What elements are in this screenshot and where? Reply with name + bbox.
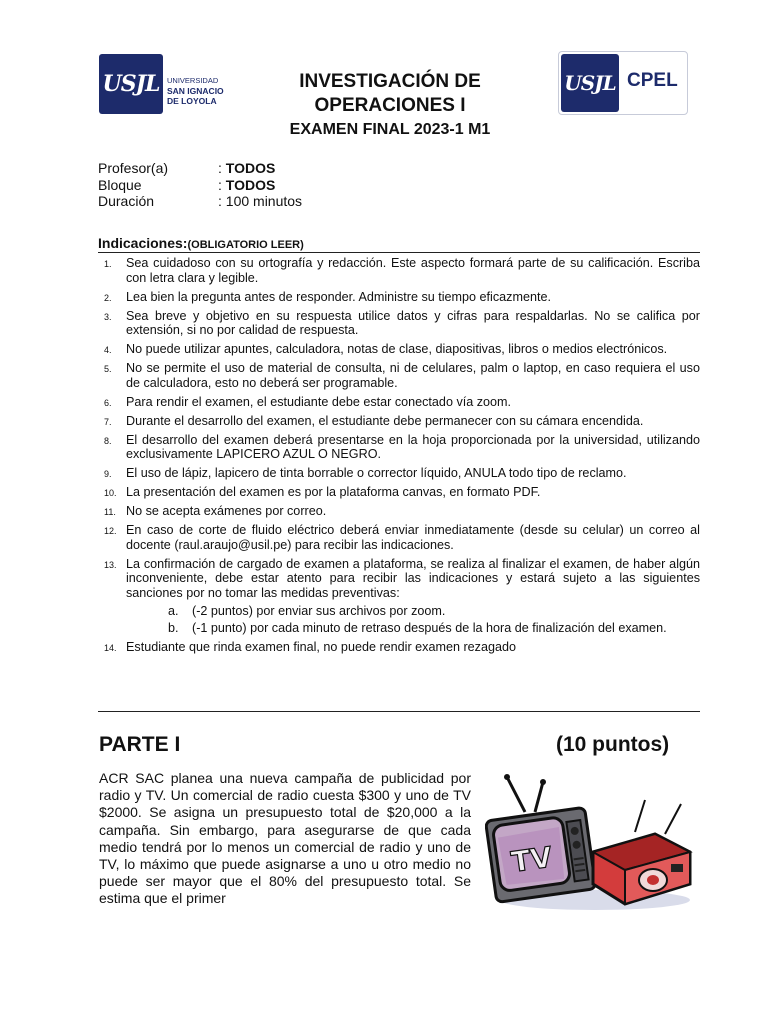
indicaciones-label: Indicaciones: [98,235,188,251]
meta-value-wrap: : TODOS [218,160,276,176]
section-points: (10 puntos) [556,733,670,756]
sub-item-letter: b. [168,621,179,636]
meta-value: TODOS [225,176,276,193]
list-item [98,256,700,285]
item-text: En caso de corte de fluido eléctrico deberá enviar inmediatamente (desde su celular) un correo al docente (raul.araujo@usil.pe) para recibir las indicaciones. [126,523,700,552]
meta-row-profesor [98,160,302,177]
item-text: No se permite el uso de material de consulta, ni de celulares, palm o laptop, en caso requiera el uso de calculadora, esto no deberá ser programable. [126,361,700,390]
divider-top [98,252,700,253]
list-item [98,290,700,305]
meta-value: TODOS [225,160,276,176]
indicaciones-note: (OBLIGATORIO LEER) [187,239,304,251]
logo-line1: UNIVERSIDAD [167,76,219,85]
list-item [98,640,700,655]
item-text: No se acepta exámenes por correo. [126,504,327,519]
list-item [98,309,700,338]
problem-paragraph: ACR SAC planea una nueva campaña de publicidad por radio y TV. Un comercial de radio cuesta $300 y uno de TV $2000. Se asigna un presupuesto total de $20,000 a la campaña. Sin embargo, para asegurarse de que cada medio tendrá por lo menos un comercial de radio y uno de TV, lo máximo que puede asignarse a uno u otro medio no puede ser mayor que el 80% del presupuesto total. Se estima que el primer [99,770,471,907]
item-number: 10. [104,488,117,499]
item-text: Para rendir el examen, el estudiante debe estar conectado vía zoom. [126,394,512,409]
item-number: 1. [104,259,112,269]
divider-bottom [98,711,700,712]
item-number: 13. [104,559,117,570]
list-item [98,395,700,410]
item-text: Lea bien la pregunta antes de responder. Administre su tiempo eficazmente. [126,289,551,304]
meta-row-bloque [98,177,302,194]
item-number: 6. [104,397,112,408]
cpel-logo-text: CPEL [627,70,678,91]
item-number: 8. [104,435,112,446]
item-number: 4. [104,345,112,356]
meta-row-duracion [98,193,302,210]
item-text: Durante el desarrollo del examen, el estudiante debe permanecer con su cámara encendida. [126,413,644,428]
title-line1: INVESTIGACIÓN DE [299,71,481,92]
usil-logo-mark: USJL [99,54,163,114]
list-item [98,342,700,357]
section-title: PARTE I [99,733,181,756]
meta-value: 100 minutos [225,193,303,209]
meta-key: Profesor(a) [98,160,169,176]
sub-item [98,621,700,636]
item-text: El uso de lápiz, lapicero de tinta borrable o corrector líquido, ANULA todo tipo de reclamo. [126,466,627,481]
item-text: La confirmación de cargado de examen a plataforma, se realiza al finalizar el examen, de haber algún inconveniente, debe estar atento para recibir las indicaciones y estará sujeto a las siguientes sanciones por no tomar las medidas preventivas: [126,556,700,600]
antenna-tip-left [504,774,510,780]
sub-item [98,604,700,619]
sub-item-text: (-1 punto) por cada minuto de retraso después de la hora de finalización del examen. [192,621,667,636]
indicaciones-list [98,256,700,659]
list-item [98,485,700,500]
list-item [98,433,700,462]
meta-value-wrap: : TODOS [218,176,276,193]
item-number: 12. [104,526,117,537]
meta-value-wrap: : 100 minutos [218,193,303,209]
radio-icon [593,800,690,904]
item-text: Estudiante que rinda examen final, no puede rendir examen rezagado [126,640,516,655]
antenna-right [535,782,543,812]
item-number: 2. [104,292,112,303]
list-item [98,523,700,552]
logo-line3: DE LOYOLA [167,96,217,106]
list-item [98,361,700,390]
logo-line2: SAN IGNACIO [167,86,224,96]
cpel-logo [558,51,688,115]
list-item [98,466,700,481]
usil-logo [99,54,239,114]
item-number: 7. [104,416,112,427]
item-number: 9. [104,469,112,480]
item-number: 3. [104,311,112,322]
item-number: 14. [104,643,117,654]
exam-meta [98,160,302,210]
item-number: 11. [104,507,116,518]
title-line2: OPERACIONES I [314,95,466,116]
cpel-logo-mark: USJL [561,54,619,112]
usil-logo-text [167,76,247,106]
item-text: El desarrollo del examen deberá presentarse en la hoja proporcionada por la universidad, utilizando exclusivamente LAPICERO AZUL O NEGRO. [126,432,700,462]
sub-item-text: (-2 puntos) por enviar sus archivos por zoom. [192,603,446,618]
item-text: La presentación del examen es por la plataforma canvas, en formato PDF. [126,485,541,500]
indicaciones-heading [98,235,304,251]
antenna-tip-right [540,779,546,785]
tv-radio-illustration [485,772,695,912]
item-text: Sea breve y objetivo en su respuesta utilice datos y cifras para respaldarlas. No se califica por extensión, si no por calidad de respuesta. [126,308,700,338]
document-title [240,70,540,118]
tv-screen-text: TV [509,840,555,879]
meta-key: Bloque [98,176,142,193]
list-item [98,414,700,429]
list-item [98,504,700,519]
item-text: Sea cuidadoso con su ortografía y redacción. Este aspecto formará parte de su calificación. Escriba con letra clara y legible. [126,256,700,285]
sub-item-letter: a. [168,603,179,618]
item-number: 5. [104,364,112,375]
list-item [98,557,700,636]
antenna-left [507,777,525,812]
document-subtitle: EXAMEN FINAL 2023-1 M1 [289,121,491,138]
tv-icon [485,807,595,902]
meta-key: Duración [98,193,155,209]
item-text: No puede utilizar apuntes, calculadora, notas de clase, diapositivas, libros o medios electrónicos. [126,342,668,357]
